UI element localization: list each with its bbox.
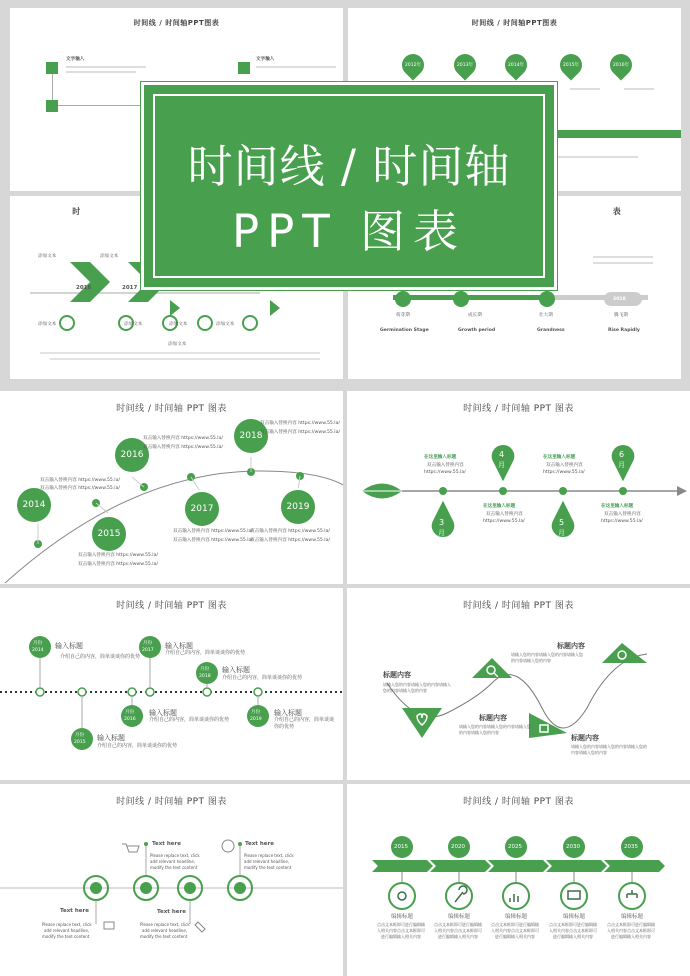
month-badge-label: 月份 [33, 641, 43, 646]
item-text: 双击输入替换内容 https://www.55.la/ [250, 538, 330, 543]
node-label: 添加文本 [216, 322, 235, 327]
year-label: 2025 [508, 844, 522, 850]
month-badge-label: 月份 [251, 710, 261, 715]
year-label: 2016 [76, 285, 92, 291]
text-placeholder-line [593, 262, 653, 264]
month-badge-year: 2015 [74, 740, 86, 745]
year-label: 2012年 [404, 63, 422, 68]
slide-title: 时间线 / 时间轴 PPT 图表 [463, 404, 574, 414]
item-body: 双击输入替换内容 [604, 512, 641, 517]
triangle-marker [472, 658, 512, 678]
month-badge-label: 月份 [143, 641, 153, 646]
slide-title: 时间线 / 时间轴 PPT 图表 [116, 404, 227, 414]
slide-title: 时间线 / 时间轴 PPT 图表 [116, 797, 227, 807]
stage-label: Growth period [458, 328, 496, 333]
year-label: 2017 [122, 285, 138, 291]
item-heading: 编辑标题 [563, 914, 586, 920]
item-body: add relevant headline, [150, 859, 196, 864]
item-body: Please replace text, click [150, 853, 200, 858]
caption: 添加文本 [168, 342, 187, 347]
node-label: 添加文本 [38, 254, 57, 259]
item-body: Please replace text, click [42, 922, 92, 927]
item-text: 双击输入替换内容 https://www.55.la/ [40, 486, 120, 491]
item-body: 点击文本框即可进行编辑输 [491, 922, 539, 927]
slide-title: 时间线 / 时间轴 PPT 图表 [463, 601, 574, 611]
item-text: 双击输入替换内容 https://www.55.la/ [173, 529, 253, 534]
slide-title: 表 [612, 207, 622, 216]
month-badge-label: 月份 [200, 667, 210, 672]
text-placeholder-line [50, 358, 320, 360]
stage-cn: 壮大期 [539, 313, 553, 318]
year-bubble: 2014 [22, 500, 46, 510]
item-body: Please replace text, click [140, 922, 190, 927]
year-badge: 2018 [613, 297, 626, 302]
year-label: 2015 [394, 844, 408, 850]
item-body: modify the text content [140, 934, 188, 939]
item-heading: 标题内容 [571, 734, 599, 742]
text-placeholder-line [624, 88, 654, 90]
item-body: add relevant headline, [142, 928, 188, 933]
item-body: 介绍自己的内容，简单谈谈你的优势 [165, 650, 246, 656]
year-bubble: 2019 [286, 502, 310, 512]
item-text: 双击输入替换内容 https://www.55.la/ [260, 430, 340, 435]
timeline-bar [548, 130, 681, 138]
item-heading: 输入标题 [165, 642, 193, 650]
item-heading: 标题内容 [383, 671, 411, 679]
node-circle [243, 316, 257, 330]
item-text: 双击输入替换内容 https://www.55.la/ [260, 421, 340, 426]
year-label: 2035 [624, 844, 638, 850]
item-heading: 在这里输入标题 [424, 455, 457, 460]
item-url: https://www.55.la/ [424, 470, 466, 475]
item-body: 点击文本框即可进行编辑输 [434, 922, 482, 927]
text-placeholder-line [40, 352, 320, 354]
year-label: 2013年 [456, 63, 474, 68]
item-body: 请输入您的内容请输入您的内容请输入您的内容请输入您的内容 [383, 682, 451, 693]
item-body: 请输入您的内容请输入您的内容请输入您的内容请输入您的内容 [511, 652, 583, 663]
item-body: 双击输入替换内容 [546, 463, 583, 468]
item-body: modify the text content [244, 865, 292, 870]
chevron-arrow [70, 262, 110, 302]
item-body: 点击文本框即可进行编辑输 [377, 922, 425, 927]
slide-d [347, 588, 690, 780]
year-bubble: 2017 [190, 504, 214, 514]
slide-title: 时间线 / 时间轴PPT图表 [133, 19, 220, 27]
item-heading: 输入标题 [222, 666, 250, 674]
item-body: 介绍自己的内容，简单谈谈你的优势 [60, 654, 141, 660]
item-body: 介绍自己的内容，简单谈谈你的优势 [149, 717, 230, 723]
cart-icon [122, 844, 139, 852]
slide-title: 时 [72, 207, 81, 216]
month-num: 6 [619, 450, 625, 459]
arrow-timeline [347, 391, 690, 584]
item-heading: 输入标题 [55, 642, 83, 650]
item-heading: 标题内容 [557, 642, 585, 650]
node-label: 添加文本 [38, 322, 57, 327]
item-body: 进行编辑输入相关内容 [611, 934, 651, 939]
item-text: 双击输入替换内容 https://www.55.la/ [78, 562, 158, 567]
item-text: 双击输入替换内容 https://www.55.la/ [143, 436, 223, 441]
stage-label: Grandness [537, 328, 565, 333]
month-num: 3 [439, 518, 445, 527]
slide-title: 时间线 / 时间轴PPT图表 [471, 19, 558, 27]
slide-f [347, 784, 690, 976]
month-badge-year: 2014 [32, 648, 44, 653]
year-label: 2030 [566, 844, 580, 850]
item-body: 介绍自己的内容，简单谈谈你的优势 [97, 743, 178, 749]
item-heading: Text here [157, 909, 186, 915]
item-body: 点击文本框即可进行编辑输 [607, 922, 655, 927]
item-heading: 输入标题 [97, 734, 125, 742]
triangle-marker [602, 643, 647, 663]
item-body: 进行编辑输入相关内容 [438, 934, 478, 939]
text-label: 文字输入 [66, 57, 85, 62]
item-heading: 编辑标题 [505, 914, 528, 920]
item-body: 请输入您的内容请输入您的内容请输入您的内容请输入您的内容 [571, 744, 647, 755]
month-unit: 月 [438, 529, 445, 537]
slide-a [0, 391, 343, 584]
year-label: 2016年 [612, 63, 630, 68]
month-num: 5 [559, 518, 565, 527]
circle-timeline [0, 784, 343, 976]
stage-cn: 萌芽期 [396, 313, 410, 318]
year-label: 2020 [451, 844, 465, 850]
item-body: 入相关内容点击文本框即可 [549, 928, 597, 933]
item-heading: 标题内容 [479, 714, 507, 722]
stage-cn: 腾飞期 [614, 313, 628, 318]
item-body: modify the text content [150, 865, 198, 870]
item-text: 双击输入替换内容 https://www.55.la/ [173, 538, 253, 543]
month-badge-label: 月份 [125, 710, 135, 715]
connector-line [58, 105, 143, 106]
node-label: 添加文本 [124, 322, 143, 327]
connector-line [52, 74, 53, 100]
item-heading: 编辑标题 [448, 914, 471, 920]
item-text: 双击输入替换内容 https://www.55.la/ [250, 529, 330, 534]
item-body: Please replace text, click [244, 853, 294, 858]
text-label: 文字输入 [256, 57, 275, 62]
month-unit: 月 [558, 529, 565, 537]
item-text: 双击输入替换内容 https://www.55.la/ [78, 553, 158, 558]
item-body: 入相关内容点击文本框即可 [434, 928, 482, 933]
hero-subtitle: PPT 图表 [231, 205, 467, 258]
item-body: 点击文本框即可进行编辑输 [549, 922, 597, 927]
slide-title: 时间线 / 时间轴 PPT 图表 [116, 601, 227, 611]
green-square [46, 62, 58, 74]
text-placeholder-line [570, 88, 600, 90]
green-square [46, 100, 58, 112]
slide-b [347, 391, 690, 584]
item-body: 入相关内容点击文本框即可 [377, 928, 425, 933]
node-label: 添加文本 [100, 254, 119, 259]
year-label: 2015年 [562, 63, 580, 68]
text-placeholder-line [593, 256, 653, 258]
green-square [238, 62, 250, 74]
item-body: 进行编辑输入相关内容 [553, 934, 593, 939]
item-body: 介绍自己的内容，简单谈谈你的优势 [222, 675, 303, 681]
month-badge-year: 2019 [250, 717, 262, 722]
item-text: 双击输入替换内容 https://www.55.la/ [40, 478, 120, 483]
item-body: modify the text content [42, 934, 90, 939]
item-heading: 输入标题 [149, 709, 177, 717]
item-body: 介绍自己的内容，简单谈谈你的优势 [274, 717, 335, 730]
node-circle [60, 316, 74, 330]
year-label: 2014年 [507, 63, 525, 68]
stage-label: Rise Rapidly [608, 328, 640, 333]
user-icon [222, 840, 234, 852]
node-circle [198, 316, 212, 330]
item-heading: 在这里输入标题 [601, 504, 634, 509]
item-heading: Text here [60, 908, 89, 914]
text-placeholder-line [66, 71, 136, 73]
arrow-chain [347, 784, 690, 976]
item-heading: 在这里输入标题 [543, 455, 576, 460]
triangle-marker [402, 708, 442, 738]
item-body: 双击输入替换内容 [486, 512, 523, 517]
item-body: 进行编辑输入相关内容 [495, 934, 535, 939]
item-body: add relevant headline, [44, 928, 90, 933]
slide-title: 时间线 / 时间轴 PPT 图表 [463, 797, 574, 807]
stage-label: Germination Stage [380, 328, 429, 333]
text-placeholder-line [558, 156, 638, 158]
item-body: 入相关内容点击文本框即可 [607, 928, 655, 933]
item-heading: Text here [152, 841, 181, 847]
month-unit: 月 [498, 461, 505, 469]
item-body: add relevant headline, [244, 859, 290, 864]
item-body: 请输入您的内容请输入您的内容请输入您的内容请输入您的内容 [459, 724, 531, 735]
item-heading: 编辑标题 [621, 914, 644, 920]
month-badge-year: 2018 [199, 674, 211, 679]
item-heading: 输入标题 [274, 709, 302, 717]
text-placeholder-line [256, 66, 336, 68]
slide-c [0, 588, 343, 780]
month-badge-label: 月份 [75, 733, 85, 738]
slide-e [0, 784, 343, 976]
item-heading: 在这里输入标题 [483, 504, 516, 509]
stage-cn: 成长期 [468, 313, 482, 318]
node-label: 添加文本 [169, 322, 188, 327]
item-url: https://www.55.la/ [543, 470, 585, 475]
hero-title: 时间线 / 时间轴 [187, 140, 511, 193]
tag-icon [195, 922, 205, 932]
item-text: 双击输入替换内容 https://www.55.la/ [143, 445, 223, 450]
item-heading: 编辑标题 [391, 914, 414, 920]
item-url: https://www.55.la/ [483, 519, 525, 524]
month-badge-year: 2017 [142, 648, 154, 653]
month-unit: 月 [618, 461, 625, 469]
hero-banner [141, 82, 557, 290]
text-placeholder-line [66, 66, 146, 68]
year-bubble: 2018 [239, 431, 263, 441]
item-url: https://www.55.la/ [601, 519, 643, 524]
month-badge-year: 2016 [124, 717, 136, 722]
item-body: 双击输入替换内容 [427, 463, 464, 468]
dotted-timeline [0, 588, 343, 780]
item-heading: Text here [245, 841, 274, 847]
item-body: 入相关内容点击文本框即可 [491, 928, 539, 933]
year-bubble: 2016 [120, 450, 144, 460]
year-bubble: 2015 [97, 529, 121, 539]
chat-icon [104, 922, 114, 929]
month-num: 4 [499, 450, 505, 459]
item-body: 进行编辑输入相关内容 [381, 934, 421, 939]
